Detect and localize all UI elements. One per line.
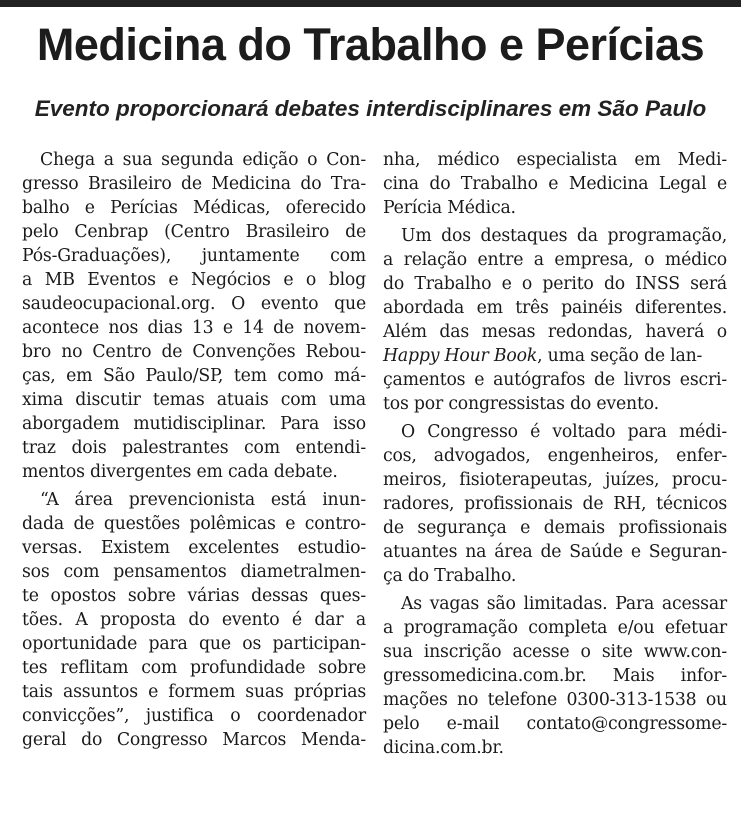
text-line: tões. A proposta do evento é dar a	[22, 610, 366, 630]
text-line: tais assuntos e formem suas próprias	[22, 682, 366, 702]
text-line: pelo Cenbrap (Centro Brasileiro de	[22, 222, 366, 242]
text-line: bro no Centro de Convenções Rebou-	[22, 342, 366, 362]
text-line: te opostos sobre várias dessas ques-	[22, 586, 366, 606]
paragraph	[22, 488, 366, 752]
text-line: meiros, fisioterapeutas, juízes, procu-	[383, 470, 727, 490]
text-line: acontece nos dias 13 e 14 de novem-	[22, 318, 366, 338]
text-line: radores, profissionais de RH, técnicos	[383, 494, 727, 514]
text-line: traz dois palestrantes com entendi-	[22, 438, 366, 458]
text-line: oportunidade para que os participan-	[22, 634, 366, 654]
text-line: versas. Existem excelentes estudio-	[22, 538, 366, 558]
text-line: gressomedicina.com.br. Mais infor-	[383, 666, 727, 686]
text-line: a programação completa e/ou efetuar	[383, 618, 727, 638]
paragraph	[383, 592, 727, 760]
text-line: Perícia Médica.	[383, 198, 516, 218]
text-line: “A área prevencionista está inun-	[40, 490, 366, 510]
text-line: dada de questões polêmicas e contro-	[22, 514, 366, 534]
left-column	[22, 148, 366, 752]
text-line: mações no telefone 0300-313-1538 ou	[383, 690, 727, 710]
text-line: aborgadem mutidisciplinar. Para isso	[22, 414, 366, 434]
text-line: convicções”, justifica o coordenador	[22, 706, 366, 726]
paragraph	[383, 148, 727, 220]
text-line: dicina.com.br.	[383, 738, 504, 758]
text-fragment: , uma seção de lan-	[537, 346, 703, 366]
text-line: Além das mesas redondas, haverá o	[383, 322, 727, 342]
right-column	[383, 148, 727, 760]
text-line: abordada em três painéis diferentes.	[383, 298, 727, 318]
book-title: Happy Hour Book	[383, 346, 538, 366]
text-line: tos por congressistas do evento.	[383, 394, 659, 414]
text-line: ça do Trabalho.	[383, 566, 517, 586]
headline: Medicina do Trabalho e Perícias	[36, 19, 705, 70]
text-line: nha, médico especialista em Medi-	[383, 150, 727, 170]
paragraph	[383, 420, 727, 588]
text-line: balho e Perícias Médicas, oferecido	[22, 198, 366, 218]
paragraph	[383, 224, 727, 416]
text-line: mentos divergentes em cada debate.	[22, 462, 338, 482]
text-line: Pós-Graduações), juntamente com	[22, 246, 366, 266]
text-line: Chega a sua segunda edição o Con-	[40, 150, 366, 170]
text-line: tes reflitam com profundidade sobre	[22, 658, 366, 678]
text-line: atuantes na área de Saúde e Seguran-	[383, 542, 727, 562]
text-line: saudeocupacional.org. O evento que	[22, 294, 366, 314]
paragraph	[22, 148, 366, 484]
text-line	[383, 344, 727, 368]
text-line: geral do Congresso Marcos Menda-	[22, 730, 366, 750]
text-line: a relação entre a empresa, o médico	[383, 250, 727, 270]
text-line: ças, em São Paulo/SP, tem como má-	[22, 366, 366, 386]
text-line: gresso Brasileiro de Medicina do Tra-	[22, 174, 366, 194]
text-line: pelo e-mail contato@congressome-	[383, 714, 727, 734]
text-line: sos com pensamentos diametralmen-	[22, 562, 366, 582]
text-line: do Trabalho e o perito do INSS será	[383, 274, 727, 294]
text-line: As vagas são limitadas. Para acessar	[401, 594, 727, 614]
text-line: çamentos e autógrafos de livros escri-	[383, 370, 727, 390]
top-rule	[0, 0, 741, 7]
text-line: a MB Eventos e Negócios e o blog	[22, 270, 366, 290]
text-line: xima discutir temas atuais com uma	[22, 390, 366, 410]
text-line: sua inscrição acesse o site www.con-	[383, 642, 727, 662]
text-line: Um dos destaques da programação,	[401, 226, 727, 246]
subtitle: Evento proporcionará debates interdisciplinares em São Paulo	[34, 96, 707, 121]
text-line: cina do Trabalho e Medicina Legal e	[383, 174, 727, 194]
text-line: de segurança e demais profissionais	[383, 518, 727, 538]
text-line: cos, advogados, engenheiros, enfer-	[383, 446, 727, 466]
text-line: O Congresso é voltado para médi-	[401, 422, 727, 442]
